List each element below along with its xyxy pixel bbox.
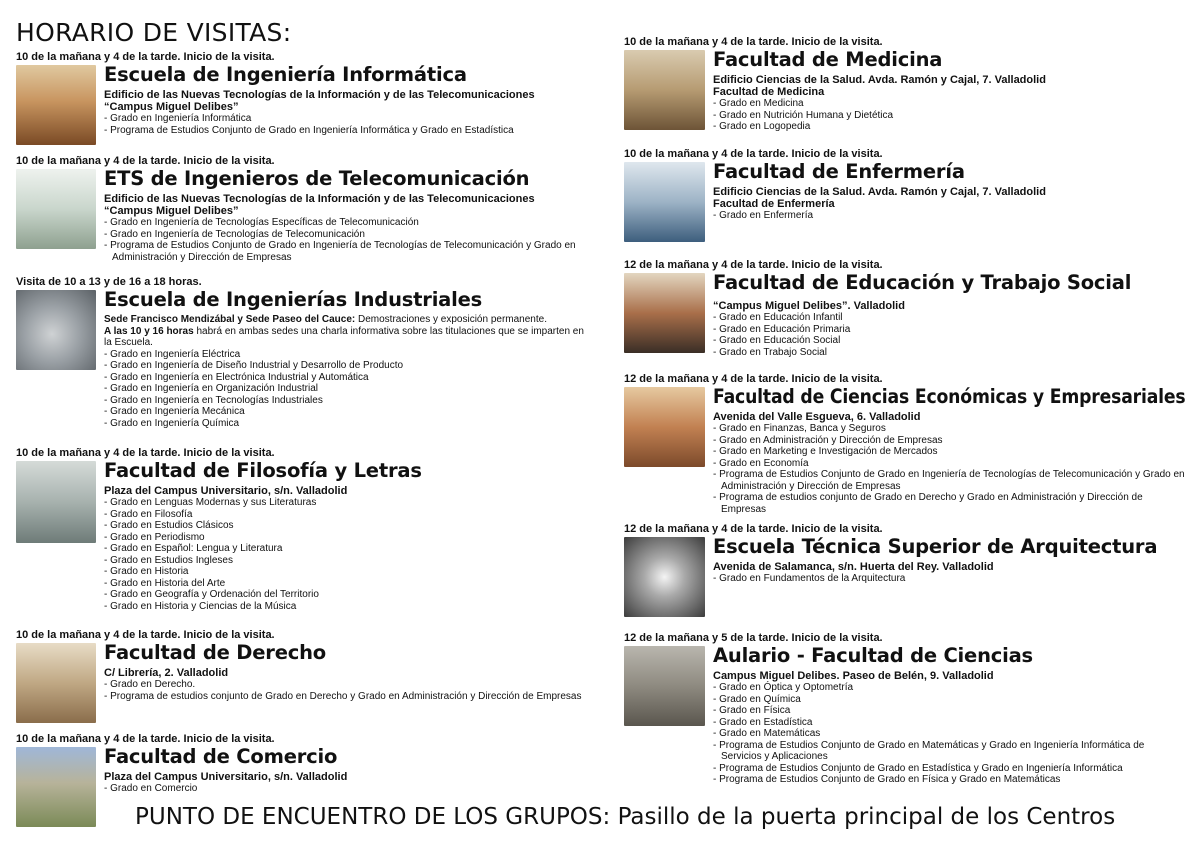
visit-time: 12 de la mañana y 5 de la tarde. Inicio de la visita. xyxy=(624,632,883,644)
building-photo xyxy=(624,646,705,726)
degree-item: - Grado en Ingeniería en Organización Industrial xyxy=(104,383,586,395)
degree-item: - Grado en Filosofía xyxy=(104,509,586,521)
degree-item: - Programa de Estudios Conjunto de Grado en Ingeniería Informática y Grado en Estadística xyxy=(104,125,586,137)
degree-item: - Grado en Marketing e Investigación de Mercados xyxy=(713,446,1186,458)
degree-item: - Programa de Estudios Conjunto de Grado en Estadística y Grado en Ingeniería Informática xyxy=(713,763,1186,775)
building-photo xyxy=(624,537,705,617)
degree-item: - Grado en Estudios Clásicos xyxy=(104,520,586,532)
center-name: Facultad de Educación y Trabajo Social xyxy=(713,271,1132,294)
center-medicina xyxy=(624,36,1186,133)
center-filosofia xyxy=(16,447,586,612)
visit-time: 10 de la mañana y 4 de la tarde. Inicio de la visita. xyxy=(16,51,275,63)
degree-list xyxy=(104,217,586,263)
center-name: Facultad de Medicina xyxy=(713,48,943,71)
degree-item: - Grado en Ingeniería de Tecnologías de Telecomunicación xyxy=(104,229,586,241)
degree-item: - Grado en Matemáticas xyxy=(713,728,1186,740)
degree-item: - Grado en Lenguas Modernas y sus Literaturas xyxy=(104,497,586,509)
degree-item: - Grado en Ingeniería en Electrónica Industrial y Automática xyxy=(104,372,586,384)
degree-list xyxy=(713,423,1186,515)
building-photo xyxy=(16,65,96,145)
center-subtitle: Facultad de Enfermería xyxy=(713,198,835,210)
degree-item: - Grado en Óptica y Optometría xyxy=(713,682,1186,694)
visit-time: 10 de la mañana y 4 de la tarde. Inicio de la visita. xyxy=(16,733,275,745)
address-rest: Demostraciones y exposición permanente. xyxy=(355,314,547,325)
building-photo xyxy=(624,273,705,353)
center-educacion xyxy=(624,259,1186,358)
meeting-point-footer: PUNTO DE ENCUENTRO DE LOS GRUPOS: Pasillo de la puerta principal de los Centros xyxy=(135,804,1116,830)
degree-item: - Grado en Español: Lengua y Literatura xyxy=(104,543,586,555)
degree-list xyxy=(713,312,1186,358)
note-rest: habrá en ambas sedes una charla informativa sobre las titulaciones que se imparten en la Escuela. xyxy=(104,325,584,348)
center-address: Campus Miguel Delibes. Paseo de Belén, 9. Valladolid xyxy=(713,670,994,682)
center-address: “Campus Miguel Delibes”. Valladolid xyxy=(713,300,905,312)
visit-time: 12 de la mañana y 4 de la tarde. Inicio de la visita. xyxy=(624,259,883,271)
center-address: Avenida del Valle Esgueva, 6. Valladolid xyxy=(713,411,921,423)
building-photo xyxy=(624,162,705,242)
degree-item: - Grado en Administración y Dirección de Empresas xyxy=(713,435,1186,447)
center-name: Facultad de Filosofía y Letras xyxy=(104,459,422,482)
degree-item: - Grado en Educación Primaria xyxy=(713,324,1186,336)
center-name: Aulario - Facultad de Ciencias xyxy=(713,644,1033,667)
degree-item: - Grado en Medicina xyxy=(713,98,1186,110)
visit-time: 12 de la mañana y 4 de la tarde. Inicio de la visita. xyxy=(624,373,883,385)
degree-item: - Grado en Estudios Ingleses xyxy=(104,555,586,567)
degree-item: - Grado en Estadística xyxy=(713,717,1186,729)
degree-item: - Grado en Ingeniería Informática xyxy=(104,113,586,125)
building-photo xyxy=(16,747,96,827)
center-address: C/ Librería, 2. Valladolid xyxy=(104,667,229,679)
center-name: Facultad de Ciencias Económicas y Empresariales xyxy=(713,385,1186,408)
degree-item: - Grado en Historia y Ciencias de la Música xyxy=(104,601,586,613)
center-address: Edificio de las Nuevas Tecnologías de la Información y de las Telecomunicaciones xyxy=(104,89,535,101)
center-name: Escuela de Ingenierías Industriales xyxy=(104,288,483,311)
center-address: Plaza del Campus Universitario, s/n. Valladolid xyxy=(104,771,348,783)
degree-item: - Programa de estudios conjunto de Grado en Derecho y Grado en Administración y Dirección de Empresas xyxy=(104,691,586,703)
center-address xyxy=(104,314,586,326)
center-address: Avenida de Salamanca, s/n. Huerta del Rey. Valladolid xyxy=(713,561,994,573)
center-name: Escuela de Ingeniería Informática xyxy=(104,63,467,86)
center-derecho xyxy=(16,629,586,723)
building-photo xyxy=(624,387,705,467)
degree-item: - Programa de Estudios Conjunto de Grado en Física y Grado en Matemáticas xyxy=(713,774,1186,786)
visit-time: 12 de la mañana y 4 de la tarde. Inicio de la visita. xyxy=(624,523,883,535)
visit-time: 10 de la mañana y 4 de la tarde. Inicio de la visita. xyxy=(16,447,275,459)
center-subtitle: “Campus Miguel Delibes” xyxy=(104,205,239,217)
building-photo xyxy=(16,169,96,249)
talk-note xyxy=(104,326,586,349)
degree-list xyxy=(713,98,1186,133)
center-informatica xyxy=(16,51,586,145)
center-name: Facultad de Enfermería xyxy=(713,160,965,183)
address-bold: Sede Francisco Mendizábal y Sede Paseo del Cauce: xyxy=(104,314,356,325)
degree-list xyxy=(104,783,586,795)
degree-item: - Grado en Educación Infantil xyxy=(713,312,1186,324)
degree-item: - Grado en Ingeniería Mecánica xyxy=(104,406,586,418)
degree-list xyxy=(104,679,586,702)
degree-item: - Programa de estudios conjunto de Grado en Derecho y Grado en Administración y Dirección de Empresas xyxy=(713,492,1186,515)
degree-list xyxy=(104,497,586,612)
building-photo xyxy=(624,50,705,130)
center-address: Edificio de las Nuevas Tecnologías de la Información y de las Telecomunicaciones xyxy=(104,193,535,205)
center-name: ETS de Ingenieros de Telecomunicación xyxy=(104,167,530,190)
degree-item: - Grado en Ingeniería en Tecnologías Industriales xyxy=(104,395,586,407)
degree-list xyxy=(104,349,586,430)
degree-item: - Grado en Educación Social xyxy=(713,335,1186,347)
building-photo xyxy=(16,461,96,543)
center-ciencias xyxy=(624,632,1186,786)
degree-list xyxy=(104,113,586,136)
degree-item: - Grado en Ingeniería Eléctrica xyxy=(104,349,586,361)
degree-item: - Grado en Física xyxy=(713,705,1186,717)
degree-item: - Grado en Fundamentos de la Arquitectura xyxy=(713,573,1186,585)
center-name: Escuela Técnica Superior de Arquitectura xyxy=(713,535,1158,558)
center-name: Facultad de Derecho xyxy=(104,641,326,664)
degree-list xyxy=(713,573,1186,585)
degree-item: - Grado en Nutrición Humana y Dietética xyxy=(713,110,1186,122)
degree-item: - Grado en Logopedia xyxy=(713,121,1186,133)
degree-item: - Grado en Economía xyxy=(713,458,1186,470)
center-address: Edificio Ciencias de la Salud. Avda. Ramón y Cajal, 7. Valladolid xyxy=(713,186,1046,198)
center-subtitle: “Campus Miguel Delibes” xyxy=(104,101,239,113)
degree-item: - Grado en Enfermería xyxy=(713,210,1186,222)
degree-item: - Grado en Ingeniería de Diseño Industrial y Desarrollo de Producto xyxy=(104,360,586,372)
center-address: Plaza del Campus Universitario, s/n. Valladolid xyxy=(104,485,348,497)
building-photo xyxy=(16,643,96,723)
degree-item: - Grado en Historia xyxy=(104,566,586,578)
center-name: Facultad de Comercio xyxy=(104,745,338,768)
building-photo xyxy=(16,290,96,370)
degree-item: - Grado en Ingeniería Química xyxy=(104,418,586,430)
degree-item: - Grado en Química xyxy=(713,694,1186,706)
visit-time: 10 de la mañana y 4 de la tarde. Inicio de la visita. xyxy=(16,155,275,167)
degree-item: - Grado en Ingeniería de Tecnologías Específicas de Telecomunicación xyxy=(104,217,586,229)
degree-item: - Programa de Estudios Conjunto de Grado en Matemáticas y Grado en Ingeniería Informática de Servicios y Aplicaciones xyxy=(713,740,1186,763)
degree-item: - Grado en Comercio xyxy=(104,783,586,795)
note-bold: A las 10 y 16 horas xyxy=(104,325,194,337)
center-economicas xyxy=(624,373,1186,515)
visit-time: Visita de 10 a 13 y de 16 a 18 horas. xyxy=(16,276,202,288)
page-title: HORARIO DE VISITAS: xyxy=(16,18,292,47)
degree-item: - Grado en Derecho. xyxy=(104,679,586,691)
visit-time: 10 de la mañana y 4 de la tarde. Inicio de la visita. xyxy=(16,629,275,641)
center-telecomunicacion xyxy=(16,155,586,263)
degree-item: - Grado en Trabajo Social xyxy=(713,347,1186,359)
degree-item: - Grado en Geografía y Ordenación del Territorio xyxy=(104,589,586,601)
degree-list xyxy=(713,210,1186,222)
center-address: Edificio Ciencias de la Salud. Avda. Ramón y Cajal, 7. Valladolid xyxy=(713,74,1046,86)
degree-item: - Grado en Periodismo xyxy=(104,532,586,544)
degree-list xyxy=(713,682,1186,786)
center-industriales xyxy=(16,276,586,429)
degree-item: - Grado en Finanzas, Banca y Seguros xyxy=(713,423,1186,435)
degree-item: - Programa de Estudios Conjunto de Grado en Ingeniería de Tecnologías de Telecomunicación y Grado en Administración y Dirección de Empresas xyxy=(713,469,1186,492)
visit-time: 10 de la mañana y 4 de la tarde. Inicio de la visita. xyxy=(624,36,883,48)
center-subtitle: Facultad de Medicina xyxy=(713,86,825,98)
center-arquitectura xyxy=(624,523,1186,617)
degree-item: - Programa de Estudios Conjunto de Grado en Ingeniería de Tecnologías de Telecomunicación y Grado en Administración y Dirección de Empresas xyxy=(104,240,586,263)
center-enfermeria xyxy=(624,148,1186,242)
visit-time: 10 de la mañana y 4 de la tarde. Inicio de la visita. xyxy=(624,148,883,160)
degree-item: - Grado en Historia del Arte xyxy=(104,578,586,590)
